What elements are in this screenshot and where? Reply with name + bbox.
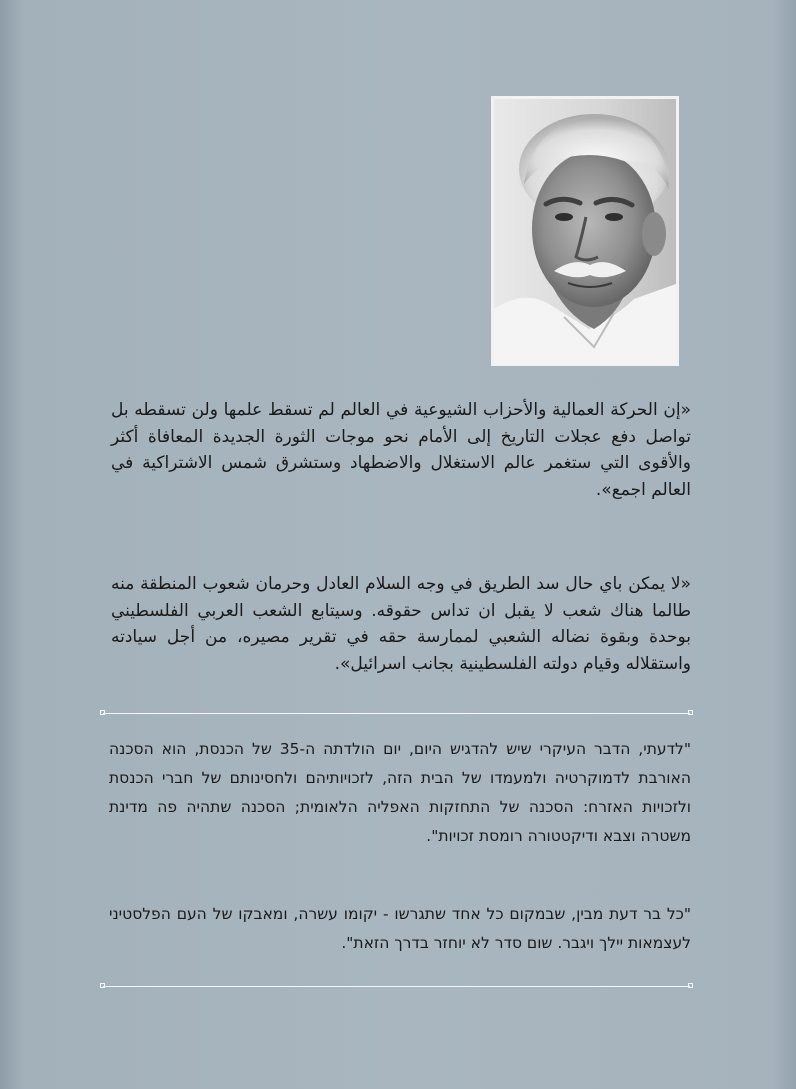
- arabic-quote-2: «لا يمكن باي حال سد الطريق في وجه السلام العادل وحرمان شعوب المنطقة منه طالما هناك شعب لا يقبل ان تداس حقوقه. وسيتابع الشعب العربي الفلسطيني بوحدة وبقوة نضاله الشعبي لممارسة حقه في تقرير مصيره، من أجل سيادته واستقلاله وقيام دولته الفلسطينية بجانب اسرائيل».: [111, 574, 691, 674]
- section-divider-top: [103, 713, 690, 714]
- author-photo-frame: [491, 96, 679, 366]
- author-portrait-photo: [494, 99, 676, 363]
- hebrew-quote-1: "לדעתי, הדבר העיקרי שיש להדגיש היום, יום הולדתה ה-35 של הכנסת, הוא הסכנה האורבת לדמוקרטיה ולמעמדו של הבית הזה, לזכויותיהם ולחסינותם של חברי הכנסת ולזכויות האזרח: הסכנה של התחזקות האפליה הלאומית; הסכנה שתהיה פה מדינת משטרה וצבא ודיקטטורה רומסת זכויות".: [109, 740, 691, 845]
- hebrew-quote-2: "כל בר דעת מבין, שבמקום כל אחד שתגרשו - יקומו עשרה, ומאבקו של העם הפלסטיני לעצמאות יילך ויגבר. שום סדר לא יוחזר בדרך הזאת".: [109, 905, 691, 952]
- section-divider-bottom: [103, 986, 690, 987]
- arabic-quote-1: «إن الحركة العمالية والأحزاب الشيوعية في العالم لم تسقط علمها ولن تسقطه بل تواصل دفع عجلات التاريخ إلى الأمام نحو موجات الثورة الجديدة المعافاة أكثر والأقوى التي ستغمر عالم الاستغلال والاضطهاد وستشرق شمس الاشتراكية في العالم اجمع».: [111, 400, 691, 500]
